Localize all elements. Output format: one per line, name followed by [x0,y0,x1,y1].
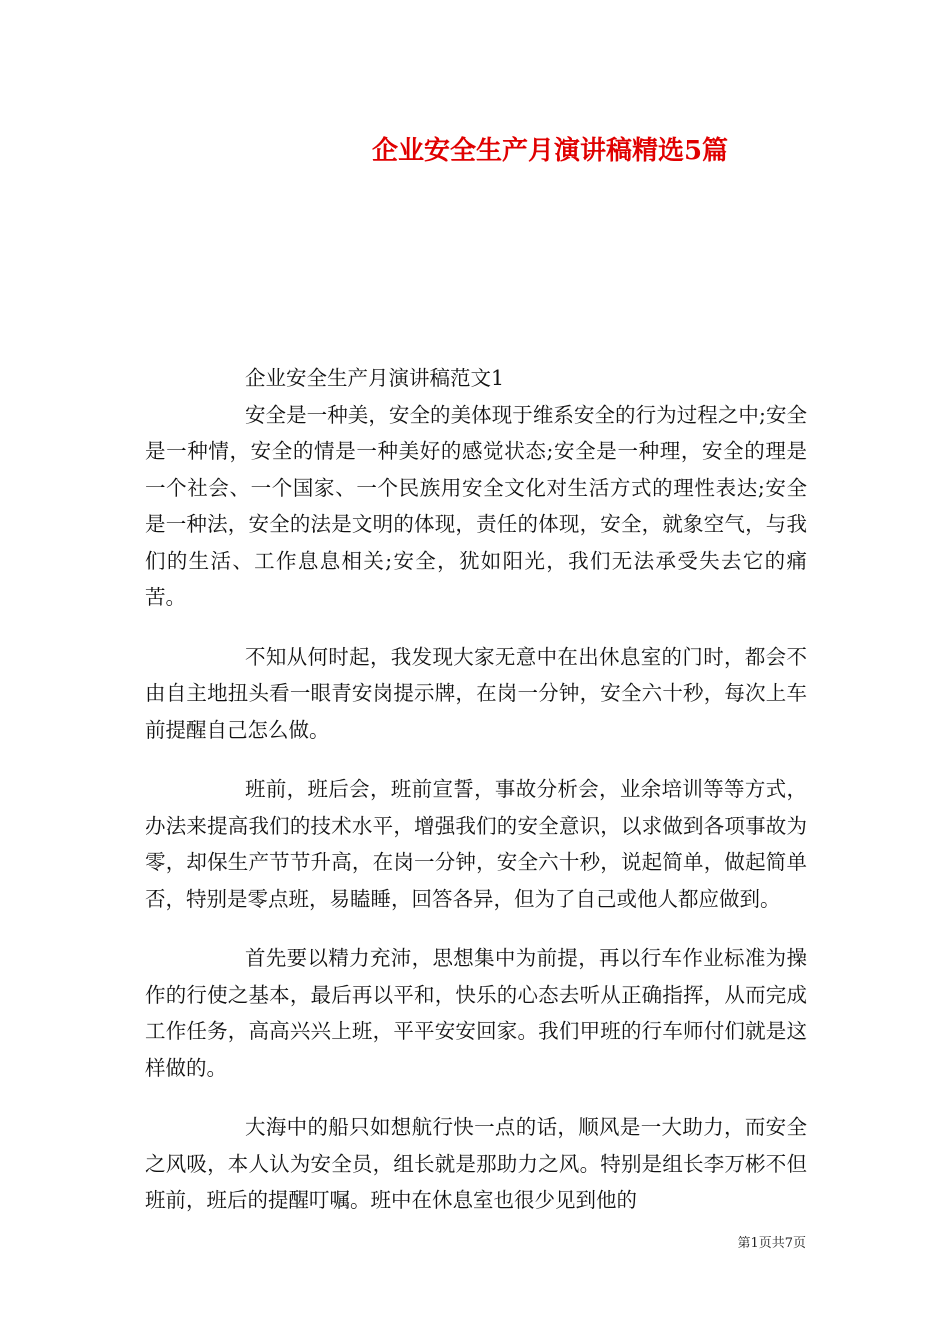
paragraph-2: 不知从何时起，我发现大家无意中在出休息室的门时，都会不由自主地扭头看一眼青安岗提示牌，在岗一分钟，安全六十秒，每次上车前提醒自己怎么做。 [145,644,807,742]
paragraph-5: 大海中的船只如想航行快一点的话，顺风是一大助力，而安全之风吸，本人认为安全员，组长就是那助力之风。特别是组长李万彬不但班前，班后的提醒叮嘱。班中在休息室也很少见到他的 [145,1115,807,1212]
paragraph-3: 班前，班后会，班前宣誓，事故分析会，业余培训等等方式，办法来提高我们的技术水平，增强我们的安全意识，以求做到各项事故为零，却保生产节节升高，在岗一分钟，安全六十秒，说起简单，做起简单否，特别是零点班，易瞌睡，回答各异，但为了自己或他人都应做到。 [145,777,807,911]
section-heading: 企业安全生产月演讲稿范文1 [245,366,505,390]
document-title: 企业安全生产月演讲稿精选5篇 [371,136,729,166]
paragraph-1: 安全是一种美，安全的美体现于维系安全的行为过程之中;安全是一种情，安全的情是一种美好的感觉状态;安全是一种理，安全的理是一个社会、一个国家、一个民族用安全文化对生活方式的理性表达;安全是一种法，安全的法是文明的体现，责任的体现，安全，就象空气，与我们的生活、工作息息相关;安全，犹如阳光，我们无法承受失去它的痛苦。 [145,402,807,609]
page-number: 第1页共7页 [737,1236,806,1251]
document-body [145,360,807,1219]
paragraph-4: 首先要以精力充沛，思想集中为前提，再以行车作业标准为操作的行使之基本，最后再以平和，快乐的心态去听从正确指挥，从而完成工作任务，高高兴兴上班，平平安安回家。我们甲班的行车师付们就是这样做的。 [145,946,807,1080]
